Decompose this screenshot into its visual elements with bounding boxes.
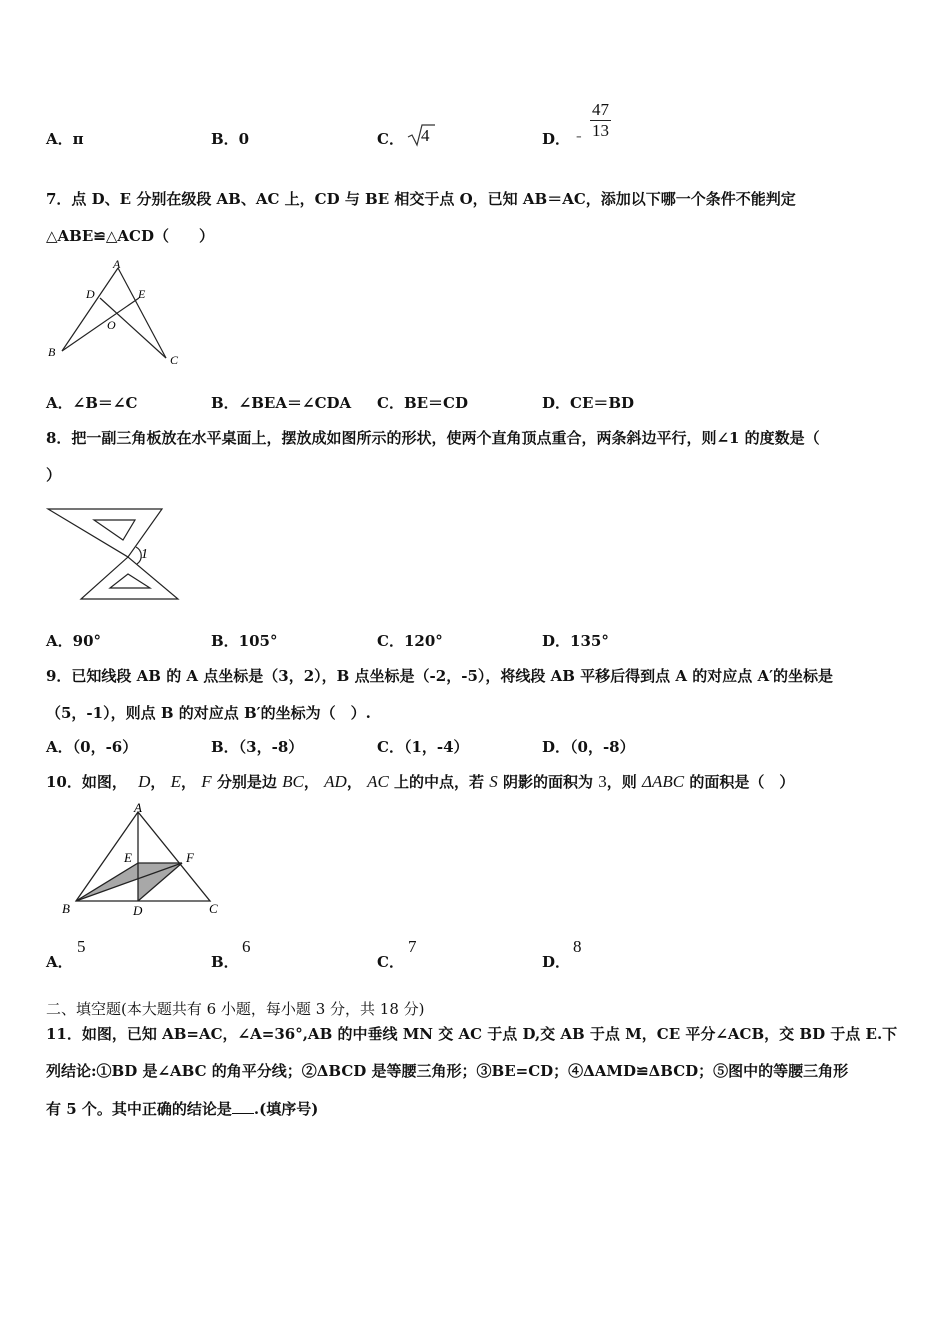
angle-1-label: 1 [141,547,148,562]
q9-option-c: C．（1，-4） [377,738,469,756]
label-O: O [107,318,116,332]
q11-stem-line3 [46,1098,318,1119]
q7-stem-line2: △ABE≌△ACD（ ） [46,227,214,245]
fraction-numerator: 47 [592,100,609,119]
q9-stem-line1: 9．已知线段 AB 的 A 点坐标是（3，2），B 点坐标是（-2，-5），将线段 AB 平移后得到点 A 的对应点 A′的坐标是 [46,667,834,685]
label-D: D [86,287,95,301]
q10-option-c-value: 7 [408,937,417,956]
q10-text-2: 上的中点，若 [394,773,485,791]
q10-var-F: F [201,772,212,791]
q10-text-4: ，则 [606,773,637,791]
q7-stem-line1: 7．点 D、E 分别在级段 AB、AC 上，CD 与 BE 相交于点 O，已知 AB＝AC，添加以下哪一个条件不能判定 [46,190,796,208]
label-B: B [62,901,70,916]
q6-option-b: B．0 [211,130,250,148]
label-E: E [124,850,132,865]
q6-option-c-label: C． [377,130,404,148]
q10-prefix: 10．如图， [46,773,127,791]
q10-comma-2: ， [181,773,197,791]
q11-line3-text: 有 5 个。其中正确的结论是 [46,1100,232,1118]
q10-option-a: A． [46,953,73,971]
q10-value-3: 3 [598,772,607,791]
q10-comma-4: ， [346,773,362,791]
label-A: A [113,258,121,271]
segment-AC [118,268,166,358]
q7-triangle-figure [44,258,194,370]
q8-option-b: B．105° [211,632,278,650]
q10-option-b-value: 6 [242,937,251,956]
label-A: A [134,800,142,815]
q9-option-b: B．（3，-8） [211,738,304,756]
q10-text-1: 分别是边 [216,773,277,791]
q6-option-d: D． [542,130,571,148]
q10-option-d-value: 8 [573,937,582,956]
q8-option-a: A．90° [46,632,102,650]
q11-stem-line1: 11．如图，已知 AB=AC，∠A=36°,AB 的中垂线 MN 交 AC 于点 D,交 AB 于点 M，CE 平分∠ACB，交 BD 于点 E.下 [46,1025,898,1043]
q10-var-BC: BC [282,772,304,791]
label-E: E [138,287,146,301]
q8-option-c: C．120° [377,632,443,650]
q9-option-a: A．（0，-6） [46,738,138,756]
q11-line3-suffix: .(填序号) [253,1100,319,1118]
q7-option-c: C．BE＝CD [377,394,468,412]
label-C: C [170,353,179,367]
segment-AB [62,268,118,351]
q6-option-a: A．π [46,130,84,148]
q8-option-d: D．135° [542,632,609,650]
q10-comma-1: ， [150,773,166,791]
q8-stem-line1: 8．把一副三角板放在水平桌面上，摆放成如图所示的形状，使两个直角顶点重合，两条斜边平行，则∠1 的度数是（ [46,429,820,447]
q10-triangle-figure [58,800,228,922]
q10-option-b: B． [211,953,239,971]
q7-option-a: A．∠B＝∠C [46,394,138,412]
segment-BE [62,298,139,351]
q10-var-S: S [489,772,498,791]
q7-option-d: D．CE＝BD [542,394,635,412]
q8-set-squares-figure [44,502,184,606]
q9-stem-line2: （5，-1），则点 B 的对应点 B′的坐标为（ ）. [46,704,371,722]
q10-var-AD: AD [324,772,347,791]
q10-text-3: 阴影的面积为 [503,773,594,791]
q6-option-d-sign: - [576,126,582,145]
q10-stem [46,771,794,792]
q11-stem-line2: 列结论:①BD 是∠ABC 的角平分线；②ΔBCD 是等腰三角形；③BE=CD；④ΔAMD≌ΔBCD；⑤图中的等腰三角形 [46,1062,849,1080]
q6-option-d-fraction [590,100,611,141]
q10-var-ABC: ΔABC [642,772,685,791]
label-B: B [48,345,56,359]
q10-suffix: 的面积是（ ） [689,773,795,791]
lower-set-square [81,557,178,599]
q10-var-E: E [170,772,182,791]
q9-option-d: D．（0，-8） [542,738,635,756]
q10-option-d: D． [542,953,571,971]
label-D: D [133,903,143,918]
q10-var-AC: AC [367,772,389,791]
label-F: F [186,850,194,865]
label-C: C [209,901,218,916]
q10-option-a-value: 5 [77,937,86,956]
answer-blank[interactable] [232,1099,254,1114]
upper-inner-triangle [94,520,135,540]
section-2-heading: 二、填空题(本大题共有 6 小题，每小题 3 分，共 18 分) [46,1000,425,1018]
q6-option-c [377,128,404,149]
fraction-denominator: 13 [592,121,609,140]
q10-comma-3: ， [303,773,319,791]
q8-stem-line2: ） [46,466,62,484]
q10-var-D: D [138,772,151,791]
q6-option-c-radicand: 4 [421,126,430,145]
q10-option-c: C． [377,953,404,971]
lower-inner-triangle [110,574,150,588]
q7-option-b: B．∠BEA＝∠CDA [211,394,352,412]
